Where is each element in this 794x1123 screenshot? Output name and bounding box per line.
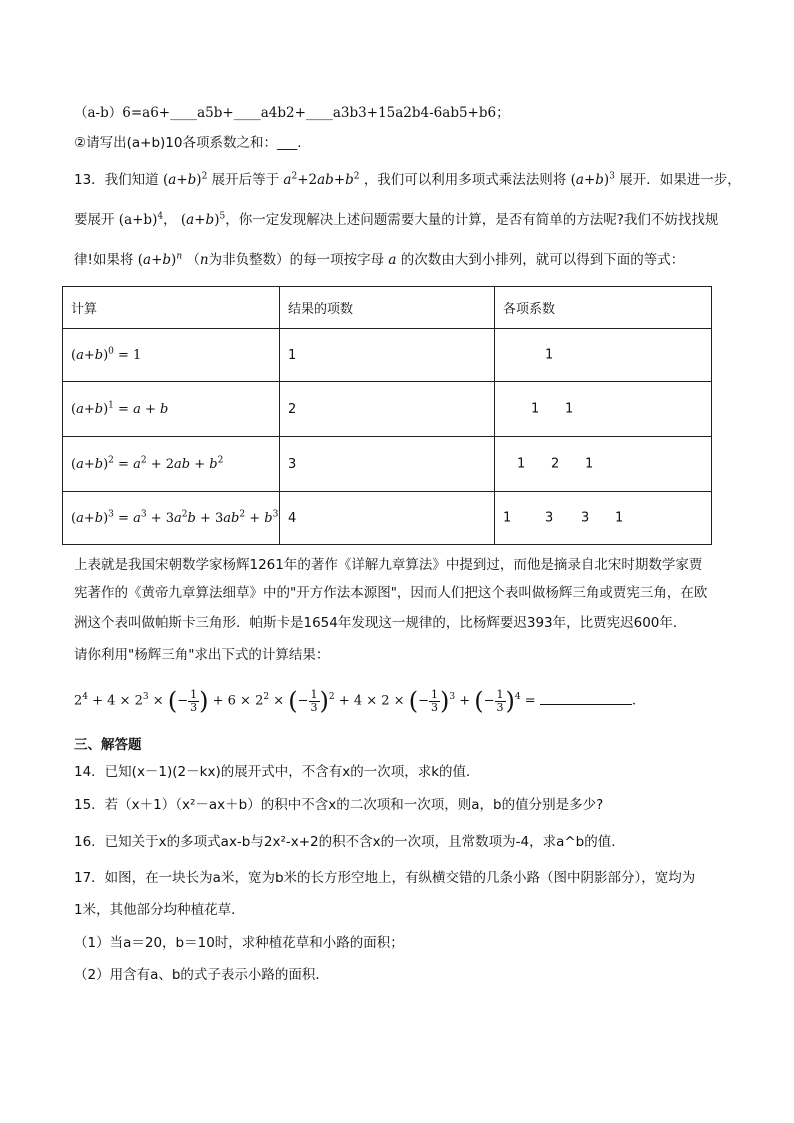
answer-blank[interactable]: [540, 692, 632, 705]
coef: 1: [615, 510, 624, 526]
coef: 1: [517, 456, 526, 472]
history-paragraph-line-1: 上表就是我国宋朝数学家杨辉1261年的著作《详解九章算法》中提到过，而他是摘录自北宋时期数学家贾: [74, 557, 703, 573]
coef: 1: [545, 347, 554, 363]
expr-term: + 6 × 2: [212, 693, 264, 709]
frac-num: 1: [496, 687, 504, 701]
formula-a-plus-b-n: $(a+b)^n$: [137, 251, 183, 268]
row-count: 2: [280, 382, 495, 437]
q13-text: ，: [163, 212, 177, 228]
q13-text: 13．我们知道: [74, 172, 159, 188]
expr-exp: 2: [328, 692, 335, 703]
coef: 1: [531, 401, 540, 417]
expr-exp: 4: [82, 692, 89, 703]
table-header-row: [63, 287, 712, 329]
frac-num: 1: [430, 687, 438, 701]
frac-num: 1: [310, 687, 318, 701]
frac-den: 3: [310, 700, 318, 714]
expr-exp: 3: [449, 692, 456, 703]
row-coefficients: [495, 382, 712, 437]
q13-text: ，你一定发现解决上述问题需要大量的计算，是否有简单的方法呢?我们不妨找找规: [225, 212, 719, 228]
q13-text: （: [186, 252, 200, 268]
expr-term: 2: [74, 693, 83, 709]
expr-times: ×: [152, 693, 164, 709]
question-16: 16．已知关于x的多项式ax-b与2x²-x+2的积不含x的一次项，且常数项为-4，求a^b的值．: [74, 834, 625, 850]
coef: 1: [503, 510, 512, 526]
row-formula: $(a+b)^2 = a^2 + 2ab + b^2$: [63, 437, 280, 492]
expr-exp: 3: [142, 692, 149, 703]
expansion-rest: 6=a6+____a5b+____a4b2+____a3b3+15a2b4-6ab5+b6；: [122, 105, 510, 121]
expr-exp: 4: [514, 692, 521, 703]
question-17-line-2: 1米，其他部分均种植花草．: [74, 902, 245, 918]
q13-paragraph-line-2: [74, 210, 718, 230]
formula-a-plus-b-squared: $(a+b)^2$: [162, 171, 208, 188]
table-row: [63, 329, 712, 382]
row-formula: $(a+b)^1 = a + b$: [63, 382, 280, 437]
yanghui-triangle-table: [62, 286, 712, 545]
q13-text: 要展开: [74, 212, 115, 228]
row-count: 3: [280, 437, 495, 492]
yanghui-expression: $2^4 + 4 \times 2^3$ × (− $\frac{1}{3}$ ) + $6 \times 2^2$ × (− $\frac{1}{3}$ )$^2$ + 4 × 2 × (− $\frac{1}{3}$ )$^3$ + (− $\frac{1}{3}$ )$^4$ = .: [74, 687, 636, 715]
question-17-line-1: 17．如图，在一块长为a米，宽为b米的长方形空地上，有纵横交错的几条小路（图中阴影部分），宽均为: [74, 870, 696, 886]
expr-term: + 4 × 2: [92, 693, 143, 709]
variable-n: n: [199, 252, 209, 268]
table-row: [63, 437, 712, 492]
header-coefficients: 各项系数: [495, 287, 712, 329]
coef: 1: [565, 401, 574, 417]
binomial-expansion-line: [74, 103, 510, 123]
coef: 3: [545, 510, 554, 526]
q13-paragraph-line-1: [74, 170, 741, 190]
q13-text: 的次数由大到小排列，就可以得到下面的等式：: [400, 252, 685, 268]
question-17-part-2: （2）用含有a、b的式子表示小路的面积．: [74, 967, 329, 983]
question-14: 14．已知(x－1)(2－kx)的展开式中，不含有x的一次项，求k的值．: [74, 764, 480, 780]
question-17-part-1: （1）当a＝20，b＝10时，求种植花草和小路的面积；: [74, 935, 404, 951]
frac-num: 1: [190, 687, 198, 701]
q13-text: 展开后等于: [211, 172, 280, 188]
formula-a-plus-b-4: $(a+b)^4$: [118, 211, 164, 228]
formula-a-plus-b-cubed: $(a+b)^3$: [570, 171, 615, 188]
row-count: 1: [280, 329, 495, 382]
row-coefficients: [495, 492, 712, 545]
expr-exp: 2: [263, 692, 270, 703]
q13-paragraph-line-3: [74, 250, 684, 270]
q13-text: ，我们可以利用多项式乘法法则将: [363, 172, 567, 188]
row-formula: $(a+b)^0 = 1$: [63, 329, 280, 382]
expr-term: + 4 × 2 ×: [338, 693, 405, 709]
formula-a-plus-b-5: $(a+b)^5$: [180, 211, 226, 228]
sum-of-coefficients-line: ②请写出(a+b)10各项系数之和：___.: [74, 135, 302, 151]
expr-end: .: [631, 693, 636, 709]
header-calc: 计算: [63, 287, 280, 329]
section-title: 三、解答题: [74, 737, 142, 753]
formula-expansion: $a^2+2ab+b^2$: [283, 171, 360, 188]
row-coefficients: [495, 329, 712, 382]
expansion-prefix: （a-b）: [74, 105, 123, 121]
question-15: 15．若（x＋1）（x²－ax＋b）的积中不含x的二次项和一次项，则a，b的值分别是多少?: [74, 797, 604, 813]
history-paragraph-line-2: 宪著作的《黄帝九章算法细草》中的"开方作法本源图"，因而人们把这个表叫做杨辉三角或贾宪三角，在欧: [74, 585, 708, 601]
table-row: [63, 382, 712, 437]
instruction-line: 请你利用"杨辉三角"求出下式的计算结果：: [74, 647, 330, 663]
history-paragraph-line-3: 洲这个表叫做帕斯卡三角形．帕斯卡是1654年发现这一规律的，比杨辉要迟393年，比贾宪迟600年．: [74, 615, 687, 631]
q13-text: 展开．如果进一步，: [619, 172, 741, 188]
row-formula: $(a+b)^3 = a^3 + 3a^2b + 3ab^2 + b^3$: [63, 492, 280, 545]
q13-text: 为非负整数）的每一项按字母: [208, 252, 385, 268]
header-term-count: 结果的项数: [280, 287, 495, 329]
row-count: 4: [280, 492, 495, 545]
frac-den: 3: [190, 700, 198, 714]
coef: 2: [551, 456, 560, 472]
coef: 3: [581, 510, 590, 526]
frac-den: 3: [496, 700, 504, 714]
q13-text: 律!如果将: [74, 252, 134, 268]
variable-a: a: [388, 252, 397, 268]
table-row: [63, 492, 712, 545]
frac-den: 3: [430, 700, 438, 714]
expr-times: ×: [273, 693, 285, 709]
coef: 1: [585, 456, 594, 472]
row-coefficients: [495, 437, 712, 492]
expr-equals: =: [524, 693, 536, 709]
